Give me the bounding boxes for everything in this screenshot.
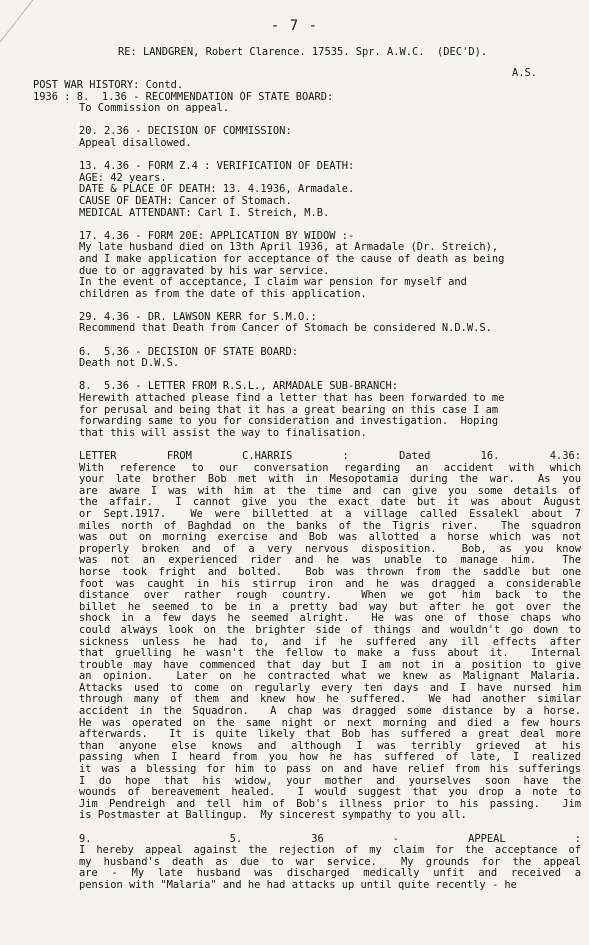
- letter-text-line: He was operated on the same night or next morning and died a few hours: [79, 716, 581, 729]
- history-entry: [33, 126, 581, 149]
- letter-text-line: sickness unless he had to, and if he suffered any ill effects after: [79, 635, 581, 648]
- letter-text-line: was out on morning exercise and Bob was allotted a horse which was not: [79, 531, 581, 544]
- letter-text-line: afterwards. It is quite likely that Bob has suffered a great deal more: [79, 728, 581, 741]
- history-entry: [33, 312, 581, 335]
- entry-heading: 29. 4.36 - DR. LAWSON KERR for S.M.O.:: [79, 310, 317, 323]
- letter-text-line: With reference to our conversation regarding an accident with which: [79, 461, 581, 474]
- history-entry: [33, 381, 581, 439]
- letter-text-line: that gruelling he wasn't the fellow to make a fuss about it. Internal: [79, 647, 581, 660]
- year-entry-heading: 1936 : 8. 1.36 - RECOMMENDATION OF STATE BOARD:: [33, 90, 334, 103]
- entry-heading: 6. 5.36 - DECISION OF STATE BOARD:: [79, 345, 298, 358]
- letter-text-line: or Sept.1917. We were billetted at a village called Essalekl about 7: [79, 507, 581, 520]
- entries-list: [33, 126, 581, 439]
- letter-text-line: through many of them and knew how he suffered. We had another similar: [79, 693, 581, 706]
- page-number: - 7 -: [270, 18, 319, 34]
- entry-text: CAUSE OF DEATH: Cancer of Stomach.: [79, 194, 292, 207]
- appeal-text-line: are - My late husband was discharged medically unfit and received a: [79, 867, 581, 880]
- letter-text-line: shock in a few days he seemed alright. He was one of those chaps who: [79, 612, 581, 625]
- letter-text-line: foot was caught in his stirrup iron and he was dragged a considerable: [79, 577, 581, 590]
- letter-text-line: horse took fright and bolted. Bob was thrown from the saddle but one: [79, 565, 581, 578]
- letter-text-line: I do hope that his widow, your mother and yourselves soon have the: [79, 774, 581, 787]
- appeal-entry: [33, 834, 581, 892]
- entry-text: Appeal disallowed.: [79, 136, 192, 149]
- letter-text-line: billet he seemed to be in a pretty bad way but after he got over the: [79, 600, 581, 613]
- entry-text: DATE & PLACE OF DEATH: 13. 4.1936, Armadale.: [79, 183, 355, 196]
- entry-text: Recommend that Death from Cancer of Stomach be considered N.D.W.S.: [79, 322, 492, 335]
- entry-heading: 8. 5.36 - LETTER FROM R.S.L., ARMADALE SUB-BRANCH:: [79, 380, 399, 393]
- entry-text: that this will assist the way to finalisation.: [79, 426, 367, 439]
- entry-text: forwarding same to you for consideration and investigation. Hoping: [79, 415, 499, 428]
- intro-block: [33, 80, 581, 115]
- entry-text: In the event of acceptance, I claim war pension for myself and: [79, 276, 467, 289]
- letter-text-line: Jim Pendreigh and tell him of Bob's illness prior to his passing. Jim: [79, 797, 581, 810]
- entry-text: My late husband died on 13th April 1936, at Armadale (Dr. Streich),: [79, 241, 499, 254]
- entry-heading: 17. 4.36 - FORM 20E: APPLICATION BY WIDOW :-: [79, 229, 355, 242]
- appeal-text-line: I hereby appeal against the rejection of my claim for the acceptance of: [79, 844, 581, 857]
- entry-text: children as from the date of this application.: [79, 287, 367, 300]
- letter-entry: [33, 451, 581, 822]
- letter-text-line: it was a blessing for him to pass on and have relief from his sufferings: [79, 763, 581, 776]
- document-body: [33, 80, 581, 903]
- entry-text: Death not D.W.S.: [79, 357, 180, 370]
- letter-text-line: miles north of Baghdad on the banks of the Tigris river. The squadron: [79, 519, 581, 532]
- entry-text: MEDICAL ATTENDANT: Carl I. Streich, M.B.: [79, 206, 330, 219]
- letter-text-line: the affair. I cannot give you the exact date but it was about August: [79, 496, 581, 509]
- paper-fold-mark: [0, 0, 41, 73]
- appeal-heading: 9. 5. 36 - APPEAL :: [79, 832, 581, 845]
- history-heading: POST WAR HISTORY: Contd.: [33, 79, 184, 91]
- entry-heading: 13. 4.36 - FORM Z.4 : VERIFICATION OF DEATH:: [79, 160, 355, 173]
- history-entry: [33, 231, 581, 301]
- letter-text-line: properly broken and of a very nervous disposition. Bob, as you know: [79, 542, 581, 555]
- letter-text-line: are aware I was with him at the time and can give you some details of: [79, 484, 581, 497]
- letter-heading: LETTER FROM C.HARRIS : Dated 16. 4.36:: [79, 450, 581, 462]
- letter-text-line: your late brother Bob met with in Mesopotamia during the war. As you: [79, 473, 581, 486]
- entry-heading: 20. 2.36 - DECISION OF COMMISSION:: [79, 125, 292, 138]
- appeal-text-line: my husband's death as due to war service. My grounds for the appeal: [79, 855, 581, 868]
- letter-text-line: was not an experienced rider and he was unable to manage him. The: [79, 554, 581, 567]
- letter-text-line: is Postmaster at Ballingup. My sincerest sympathy to you all.: [79, 809, 467, 822]
- letter-text-line: than anyone else knows and although I was terribly grieved at his: [79, 739, 581, 752]
- history-entry: [33, 347, 581, 370]
- entry-text: To Commission on appeal.: [79, 102, 230, 115]
- file-reference-heading: RE: LANDGREN, Robert Clarence. 17535. Spr. A.W.C. (DEC'D).: [118, 46, 488, 58]
- appeal-text-line: pension with "Malaria" and he had attacks up until quite recently - he: [79, 878, 517, 891]
- entry-text: Herewith attached please find a letter that has been forwarded to me: [79, 392, 505, 405]
- letter-text-line: accident in the Squadron. A chap was dragged some distance by a horse.: [79, 705, 581, 718]
- entry-text: due to or aggravated by his war service.: [79, 264, 330, 277]
- letter-text-line: trouble may have commenced that day but I am not in a position to give: [79, 658, 581, 671]
- entry-text: and I make application for acceptance of the cause of death as being: [79, 252, 505, 265]
- letter-text-line: an opinion. Later on he contracted what we knew as Malignant Malaria.: [79, 670, 581, 683]
- letter-text-line: distance over rather rough country. When we got him back to the: [79, 589, 581, 602]
- entry-text: AGE: 42 years.: [79, 171, 167, 184]
- letter-text-line: wounds of bereavement healed. I would suggest that you drop a note to: [79, 786, 581, 799]
- entry-text: for perusal and being that it has a great bearing on this case I am: [79, 403, 499, 416]
- letter-text-line: could always look on the brighter side of things and wouldn't go down to: [79, 623, 581, 636]
- letter-text-line: Attacks used to come on regularly every ten days and I have nursed him: [79, 681, 581, 694]
- letter-text-line: passing when I heard from you how he has suffered of late, I realized: [79, 751, 581, 764]
- history-entry: [33, 161, 581, 219]
- officer-initials: A.S.: [512, 67, 538, 79]
